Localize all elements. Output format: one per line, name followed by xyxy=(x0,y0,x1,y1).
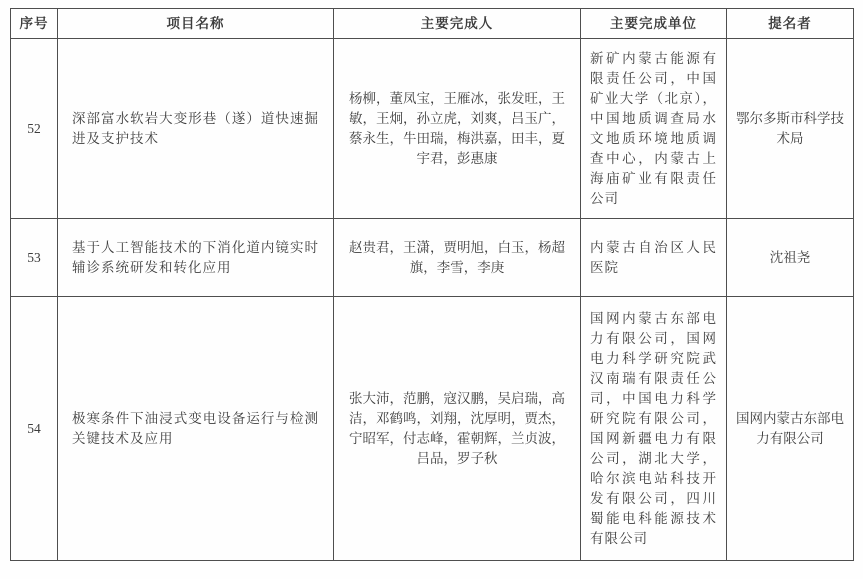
cell-main-completers: 赵贵君，王潇，贾明旭，白玉，杨超旗，李雪，李庚 xyxy=(334,219,581,297)
cell-main-units: 国网内蒙古东部电力有限公司，国网电力科学研究院武汉南瑞有限责任公司，中国电力科学研究院有限公司，国网新疆电力有限公司，湖北大学，哈尔滨电站科技开发有限公司，四川蜀能电科能源技术有限公司 xyxy=(581,297,727,561)
header-index: 序号 xyxy=(11,9,58,39)
table-row xyxy=(11,39,854,219)
cell-nominator: 国网内蒙古东部电力有限公司 xyxy=(727,297,854,561)
cell-nominator: 鄂尔多斯市科学技术局 xyxy=(727,39,854,219)
header-completers: 主要完成人 xyxy=(334,9,581,39)
header-nominator: 提名者 xyxy=(727,9,854,39)
cell-main-completers: 杨柳，董凤宝，王雁冰，张发旺，王敏，王炯，孙立虎，刘爽，吕玉广，蔡永生，牛田瑞，梅洪嘉，田丰，夏宇君，彭惠康 xyxy=(334,39,581,219)
header-project: 项目名称 xyxy=(58,9,334,39)
header-row xyxy=(11,9,854,39)
table-row xyxy=(11,297,854,561)
cell-project-name: 深部富水软岩大变形巷（遂）道快速掘进及支护技术 xyxy=(58,39,334,219)
header-units: 主要完成单位 xyxy=(581,9,727,39)
cell-main-units: 新矿内蒙古能源有限责任公司，中国矿业大学（北京），中国地质调查局水文地质环境地质调查中心，内蒙古上海庙矿业有限责任公司 xyxy=(581,39,727,219)
table-row xyxy=(11,219,854,297)
cell-index: 53 xyxy=(11,219,58,297)
cell-main-units: 内蒙古自治区人民医院 xyxy=(581,219,727,297)
cell-nominator: 沈祖尧 xyxy=(727,219,854,297)
cell-index: 54 xyxy=(11,297,58,561)
cell-index: 52 xyxy=(11,39,58,219)
cell-project-name: 基于人工智能技术的下消化道内镜实时辅诊系统研发和转化应用 xyxy=(58,219,334,297)
cell-project-name: 极寒条件下油浸式变电设备运行与检测关键技术及应用 xyxy=(58,297,334,561)
cell-main-completers: 张大沛，范鹏，寇汉鹏，吴启瑞，高洁，邓鹤鸣，刘翔，沈厚明，贾杰，宁昭军，付志峰，霍朝辉，兰贞波，吕品，罗子秋 xyxy=(334,297,581,561)
awards-table xyxy=(10,8,854,561)
